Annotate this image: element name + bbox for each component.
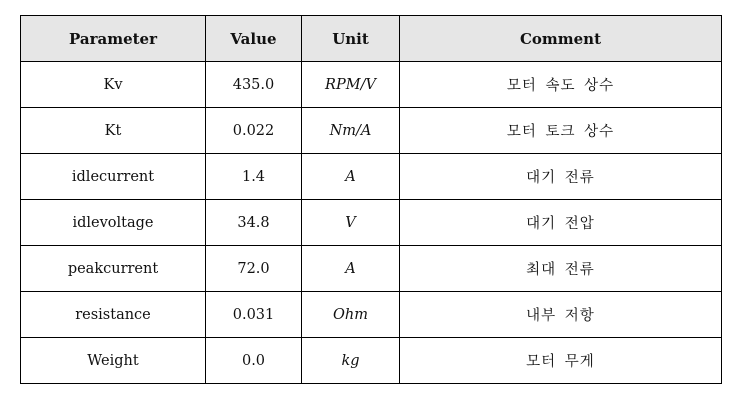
- cell-comment: 내부 저항: [400, 292, 722, 338]
- table-row: [21, 154, 722, 200]
- cell-unit: Ohm: [302, 292, 400, 338]
- cell-unit: A: [302, 246, 400, 292]
- cell-unit: RPM/V: [302, 62, 400, 108]
- cell-comment: 모터 토크 상수: [400, 108, 722, 154]
- table-row: [21, 292, 722, 338]
- cell-unit: kg: [302, 338, 400, 384]
- cell-parameter: idlevoltage: [21, 200, 206, 246]
- table-row: [21, 338, 722, 384]
- cell-unit: V: [302, 200, 400, 246]
- cell-value: 435.0: [206, 62, 302, 108]
- table-row: [21, 108, 722, 154]
- table-row: [21, 62, 722, 108]
- cell-comment: 최대 전류: [400, 246, 722, 292]
- cell-parameter: idlecurrent: [21, 154, 206, 200]
- table-row: [21, 200, 722, 246]
- cell-parameter: Kv: [21, 62, 206, 108]
- parameter-table: [20, 15, 722, 384]
- cell-parameter: resistance: [21, 292, 206, 338]
- cell-comment: 대기 전압: [400, 200, 722, 246]
- header-unit: Unit: [302, 16, 400, 62]
- cell-value: 0.022: [206, 108, 302, 154]
- table-header: [21, 16, 722, 62]
- table-row: [21, 246, 722, 292]
- cell-value: 34.8: [206, 200, 302, 246]
- cell-value: 0.0: [206, 338, 302, 384]
- cell-unit: A: [302, 154, 400, 200]
- cell-unit: Nm/A: [302, 108, 400, 154]
- cell-parameter: peakcurrent: [21, 246, 206, 292]
- cell-value: 72.0: [206, 246, 302, 292]
- cell-comment: 모터 무게: [400, 338, 722, 384]
- header-parameter: Parameter: [21, 16, 206, 62]
- cell-value: 1.4: [206, 154, 302, 200]
- table-body: [21, 62, 722, 384]
- header-value: Value: [206, 16, 302, 62]
- cell-parameter: Weight: [21, 338, 206, 384]
- cell-comment: 대기 전류: [400, 154, 722, 200]
- header-row: [21, 16, 722, 62]
- header-comment: Comment: [400, 16, 722, 62]
- cell-parameter: Kt: [21, 108, 206, 154]
- cell-comment: 모터 속도 상수: [400, 62, 722, 108]
- cell-value: 0.031: [206, 292, 302, 338]
